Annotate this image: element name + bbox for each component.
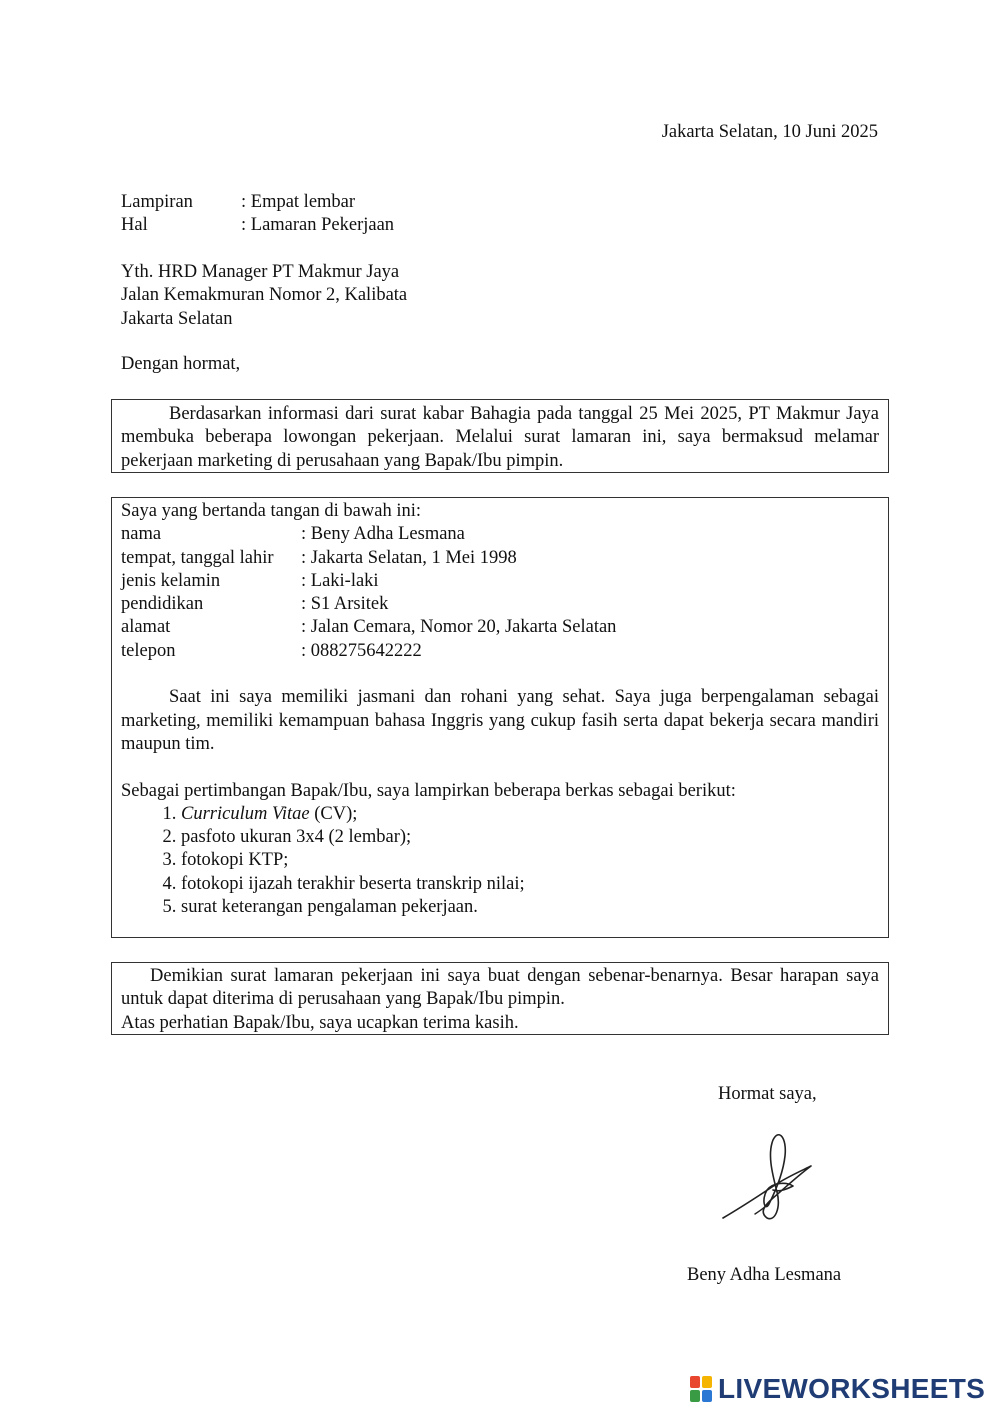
closing-salutation: Hormat saya, [718, 1084, 817, 1104]
attachment-value: : Empat lembar [241, 192, 356, 212]
identity-label: alamat [121, 617, 171, 638]
identity-value: : Jakarta Selatan, 1 Mei 1998 [301, 547, 517, 568]
identity-label: jenis kelamin [121, 570, 221, 591]
recipient-line: Yth. HRD Manager PT Makmur Jaya [121, 262, 400, 282]
opening-paragraph: Berdasarkan informasi dari surat kabar Bahagia pada tanggal 25 Mei 2025, PT Makmur Jaya membuka beberapa lowongan pekerjaan. Melalui surat lamaran ini, saya bermaksud melamar pekerjaan marketing di perusahaan yang Bapak/Ibu pimpin. [121, 404, 879, 471]
attachment-row [121, 191, 394, 214]
signer-name: Beny Adha Lesmana [687, 1265, 842, 1285]
closing-paragraph: Demikian surat lamaran pekerjaan ini saya buat dengan sebenar-benarnya. Besar harapan saya untuk dapat diterima di perusahaan yang Bapak/Ibu pimpin. [121, 966, 879, 1010]
recipient-line: Jakarta Selatan [121, 308, 233, 329]
list-item: 5. surat keterangan pengalaman pekerjaan. [181, 896, 879, 919]
subject-value: : Lamaran Pekerjaan [241, 215, 395, 236]
closing-box [111, 962, 889, 1035]
identity-label: nama [121, 524, 162, 545]
letter-date: Jakarta Selatan, 10 Juni 2025 [661, 122, 878, 142]
identity-value: : Laki-laki [301, 570, 379, 591]
opening-box [111, 399, 889, 473]
attachments-list [121, 803, 879, 919]
identity-row [121, 547, 879, 570]
signature-icon [715, 1130, 815, 1225]
list-item: 4. fotokopi ijazah terakhir beserta transkrip nilai; [181, 873, 879, 896]
list-item: 3. fotokopi KTP; [181, 849, 879, 872]
list-item: 2. pasfoto ukuran 3x4 (2 lembar); [181, 826, 879, 849]
identity-row [121, 523, 879, 546]
identity-value: : S1 Arsitek [301, 594, 389, 615]
list-item [181, 803, 879, 826]
identity-row [121, 640, 879, 663]
spacer [121, 756, 879, 779]
identity-row [121, 593, 879, 616]
brand-icon [690, 1376, 712, 1402]
qualification-paragraph: Saat ini saya memiliki jasmani dan rohani yang sehat. Saya juga berpengalaman sebagai marketing, memiliki kemampuan bahasa Inggris yang cukup fasih serta dapat bekerja secara mandiri maupun tim. [121, 687, 879, 754]
brand-text: LIVEWORKSHEETS [718, 1373, 986, 1405]
identity-row [121, 616, 879, 639]
greeting: Dengan hormat, [121, 354, 241, 374]
identity-label: telepon [121, 640, 176, 661]
spacer [121, 663, 879, 686]
identity-intro: Saya yang bertanda tangan di bawah ini: [121, 501, 422, 521]
identity-value: : Jalan Cemara, Nomor 20, Jakarta Selatan [301, 617, 617, 638]
identity-label: pendidikan [121, 594, 204, 615]
thanks-line: Atas perhatian Bapak/Ibu, saya ucapkan terima kasih. [121, 1012, 519, 1033]
identity-value: : Beny Adha Lesmana [301, 524, 465, 545]
identity-box [111, 497, 889, 938]
recipient-address [121, 261, 407, 331]
identity-label: tempat, tanggal lahir [121, 547, 274, 568]
attachment-label: Lampiran [121, 192, 193, 212]
letter-meta [121, 191, 394, 238]
cv-italic: Curriculum Vitae [181, 803, 310, 824]
identity-value: : 088275642222 [301, 640, 422, 661]
cv-rest: (CV); [309, 803, 358, 824]
subject-label: Hal [121, 215, 148, 236]
recipient-line: Jalan Kemakmuran Nomor 2, Kalibata [121, 285, 408, 306]
brand-logo [690, 1373, 986, 1405]
subject-row [121, 214, 394, 237]
identity-row [121, 570, 879, 593]
attachments-intro: Sebagai pertimbangan Bapak/Ibu, saya lampirkan beberapa berkas sebagai berikut: [121, 780, 736, 801]
